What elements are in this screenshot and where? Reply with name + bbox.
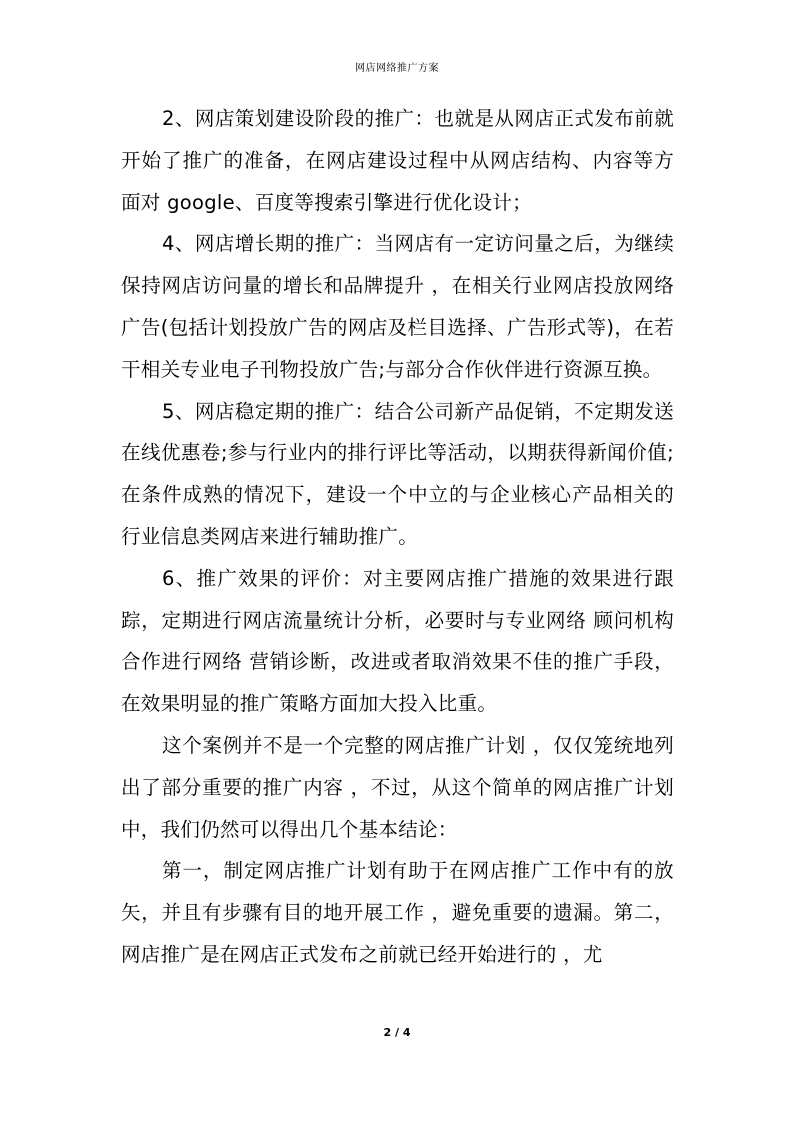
paragraph-stage-building: 2、网店策划建设阶段的推广：也就是从网店正式发布前就开始了推广的准备，在网店建设过程中从网店结构、内容等方面对 google、百度等搜索引擎进行优化设计； bbox=[121, 107, 674, 214]
paragraph-effect-evaluation: 6、推广效果的评价：对主要网店推广措施的效果进行跟踪，定期进行网店流量统计分析，必要时与专业网络 顾问机构合作进行网络 营销诊断，改进或者取消效果不佳的推广手段，在效果明显的推广策略方面加大投入比重。 bbox=[121, 566, 674, 716]
page-number: 2 / 4 bbox=[383, 1026, 411, 1039]
paragraph-stage-growth: 4、网店增长期的推广：当网店有一定访问量之后，为继续保持网店访问量的增长和品牌提升 ，在相关行业网店投放网络 广告(包括计划投放广告的网店及栏目选择、广告形式等)，在若干相关专业电子刊物投放广告;与部分合作伙伴进行资源互换。 bbox=[121, 232, 674, 381]
document-body bbox=[121, 98, 674, 976]
page-header-title: 网店网络推广方案 bbox=[355, 63, 439, 74]
paragraph-case-summary: 这个案例并不是一个完整的网店推广计划 ，仅仅笼统地列出了部分重要的推广内容 ，不过，从这个简单的网店推广计划中，我们仍然可以得出几个基本结论： bbox=[121, 733, 674, 841]
paragraph-stage-stable: 5、网店稳定期的推广：结合公司新产品促销，不定期发送在线优惠卷;参与行业内的排行评比等活动，以期获得新闻价值;在条件成熟的情况下，建设一个中立的与企业核心产品相关的行业信息类网店来进行辅助推广。 bbox=[121, 399, 674, 548]
paragraph-conclusions: 第一，制定网店推广计划有助于在网店推广工作中有的放矢，并且有步骤有目的地开展工作 ，避免重要的遗漏。第二，网店推广是在网店正式发布之前就已经开始进行的 ，尤 bbox=[121, 859, 674, 966]
